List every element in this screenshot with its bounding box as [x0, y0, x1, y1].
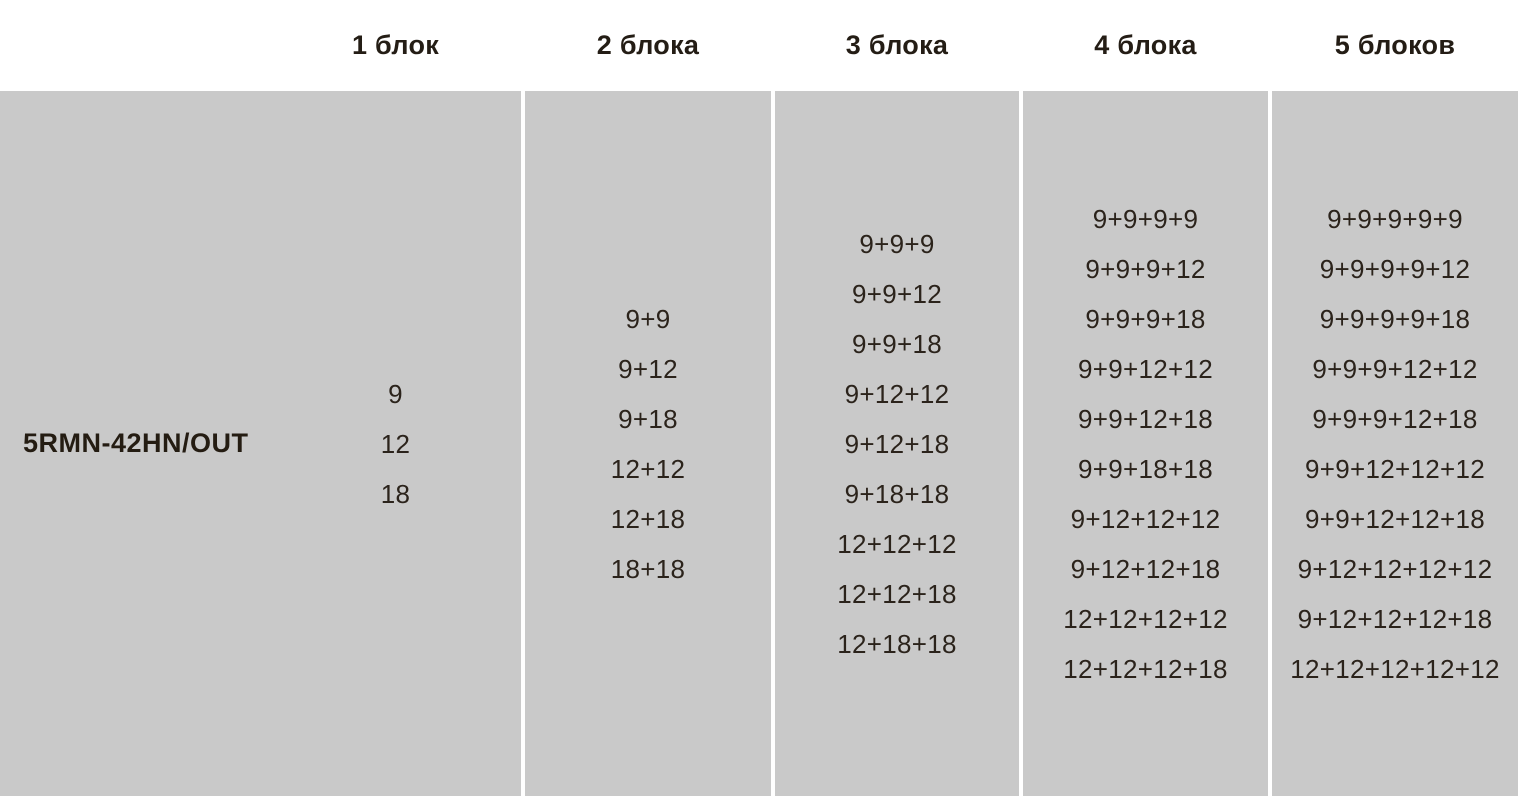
config-option: 9+12+12 — [844, 378, 950, 409]
header-cell-2-blocks — [525, 0, 771, 91]
config-option: 9+9+9+12+18 — [1312, 403, 1478, 434]
config-option: 9+9+9 — [859, 228, 935, 259]
config-option: 9+9+9+18 — [1085, 303, 1206, 334]
config-option: 12+12+12+12 — [1063, 603, 1228, 634]
config-option: 9+9+12+18 — [1077, 403, 1213, 434]
config-list-1-block — [381, 369, 411, 519]
config-option: 12+12 — [610, 453, 686, 484]
config-option: 12+18+18 — [837, 628, 957, 659]
product-model: 5RMN-42HN/OUT — [23, 428, 249, 458]
table-header-row — [0, 0, 1518, 91]
config-option: 12 — [380, 428, 411, 459]
config-option: 12+18 — [610, 503, 686, 534]
config-option: 18 — [380, 478, 411, 509]
config-option: 9+9 — [625, 303, 671, 334]
config-option: 9+9+12+12 — [1077, 353, 1213, 384]
cell-4-blocks — [1023, 91, 1268, 796]
config-option: 9+9+18+18 — [1077, 453, 1213, 484]
column-header-5-blocks: 5 блоков — [1334, 30, 1456, 60]
config-option: 9+12+12+12+18 — [1297, 603, 1493, 634]
config-option: 9+12+12+18 — [1070, 553, 1221, 584]
header-cell-1-block — [0, 0, 521, 91]
config-option: 9+18+18 — [844, 478, 950, 509]
cell-product-and-1-block — [0, 91, 521, 796]
config-option: 9+9+9+9 — [1092, 203, 1199, 234]
config-list-2-blocks — [611, 294, 686, 594]
config-option: 9+9+18 — [851, 328, 942, 359]
header-1-block-wrap — [270, 30, 521, 61]
config-option: 9 — [388, 378, 403, 409]
table-body-row — [0, 91, 1518, 796]
cell-3-blocks — [775, 91, 1019, 796]
values-area-1-block — [270, 369, 521, 519]
header-cell-5-blocks — [1272, 0, 1518, 91]
product-name-area — [0, 428, 270, 459]
config-list-3-blocks — [837, 219, 957, 669]
config-option: 9+9+12+12+18 — [1304, 503, 1485, 534]
config-option: 9+9+12+12+12 — [1304, 453, 1485, 484]
config-option: 9+9+12 — [851, 278, 942, 309]
config-option: 9+9+9+9+12 — [1319, 253, 1471, 284]
config-option: 9+12+18 — [844, 428, 950, 459]
config-option: 12+12+12 — [837, 528, 957, 559]
config-option: 12+12+12+18 — [1063, 653, 1228, 684]
config-option: 9+18 — [618, 403, 678, 434]
cell-2-blocks — [525, 91, 771, 796]
config-option: 9+12+12+12 — [1070, 503, 1221, 534]
config-option: 9+12 — [618, 353, 678, 384]
config-option: 9+9+9+12+12 — [1312, 353, 1478, 384]
header-cell-4-blocks — [1023, 0, 1268, 91]
config-option: 12+12+18 — [837, 578, 957, 609]
config-list-4-blocks — [1063, 194, 1228, 694]
column-header-3-blocks: 3 блока — [845, 30, 949, 60]
config-list-5-blocks — [1290, 194, 1500, 694]
column-header-1-block: 1 блок — [351, 30, 440, 60]
cell-5-blocks — [1272, 91, 1518, 796]
column-header-4-blocks: 4 блока — [1094, 30, 1197, 60]
config-option: 12+12+12+12+12 — [1290, 653, 1500, 684]
config-option: 9+9+9+12 — [1085, 253, 1206, 284]
config-option: 9+9+9+9+18 — [1319, 303, 1471, 334]
header-cell-3-blocks — [775, 0, 1019, 91]
config-option: 18+18 — [610, 553, 686, 584]
column-header-2-blocks: 2 блока — [596, 30, 700, 60]
config-option: 9+9+9+9+9 — [1327, 203, 1463, 234]
config-option: 9+12+12+12+12 — [1297, 553, 1493, 584]
